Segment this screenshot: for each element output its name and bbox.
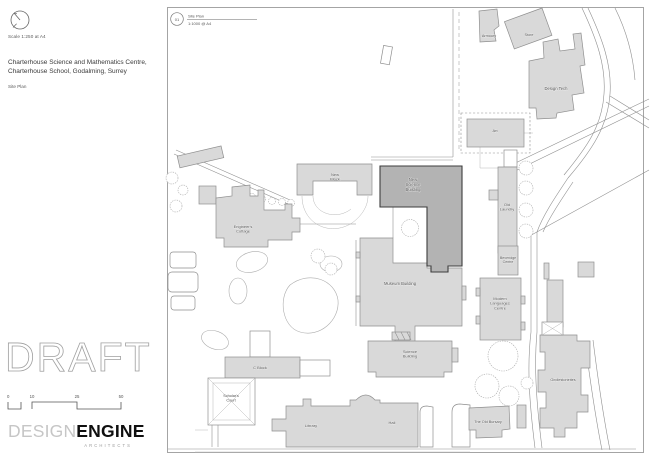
outline-building-east-of-hall [420,406,433,447]
logo-architects: ARCHITECTS [84,443,132,448]
scalebar-tick-10: 10 [29,394,35,399]
label-the-old-bursary: The Old Bursary [474,420,502,424]
drawing-name: Site Plan [8,84,27,89]
ref-title: Site Plan [188,13,205,19]
label-engineers-cottage: Engineer's Cottage [233,224,253,234]
museum-bay-3 [462,286,466,300]
building-engineers-cottage [216,185,300,247]
logo-engine: ENGINE [76,421,145,441]
laundry-outbuilding [489,190,498,200]
building-design-tech [529,33,585,119]
building-right-mid [547,280,563,327]
scalebar-tick-0: 0 [7,394,10,399]
drawing-ref [171,13,257,26]
label-modern-languages-centre: Modern Languages Centre [490,296,510,311]
project-title-line1: Charterhouse Science and Mathematics Centre, [8,59,147,66]
label-armoury: Armoury [481,34,497,38]
rotated-outbuilding [177,146,224,168]
scale-note: Scale 1:250 at A4 [8,34,46,39]
building-tower [544,263,549,279]
ref-number: 01 [174,16,180,22]
building-girdlestoneites [538,335,590,437]
glazed-link [542,322,563,335]
bursary-outbuilding [517,405,526,428]
ref-scale: 1:1000 @ A4 [188,20,212,26]
outline-building-far-east [452,404,470,447]
label-store: Store [524,33,534,37]
c-block-east-wing [300,360,330,376]
scalebar-tick-50: 50 [118,394,124,399]
c-block-corridor [250,331,270,357]
outbuilding-above-laundry [504,150,517,167]
label-library: Library [304,423,318,428]
museum-bay-1 [356,252,360,258]
building-library-hall [272,395,418,447]
label-science-building: Science Building [402,349,418,359]
label-art: Art [492,128,498,133]
cottage-outbuilding [199,186,216,204]
museum-bay-2 [356,296,360,302]
label-c-block: C Block [253,365,267,370]
svg-text:DRAFT: DRAFT [5,334,152,380]
building-art [467,119,524,147]
building-small-east [578,262,594,277]
logo-design: DESIGN [8,421,77,441]
sight-screen [380,45,392,64]
scalebar-tick-25: 25 [74,394,80,399]
label-hall: Hall [388,420,396,425]
project-title-line2: Charterhouse School, Godalming, Surrey [8,67,127,75]
label-girdlestoneites: Girdlestoneites [550,378,576,382]
label-old-laundry: Old Laundry [499,202,515,212]
label-museum-building: Museum Building [383,281,417,286]
label-new-block: New Block [330,172,340,182]
label-beveridge-centre: Beveridge Centre [499,256,517,265]
building-science [368,341,452,377]
label-scholars-court: Scholar's Court [223,394,239,403]
label-design-tech: Design Tech [544,86,568,91]
label-new-science-building: New Science Building [405,177,421,192]
science-side-bay [452,348,458,362]
